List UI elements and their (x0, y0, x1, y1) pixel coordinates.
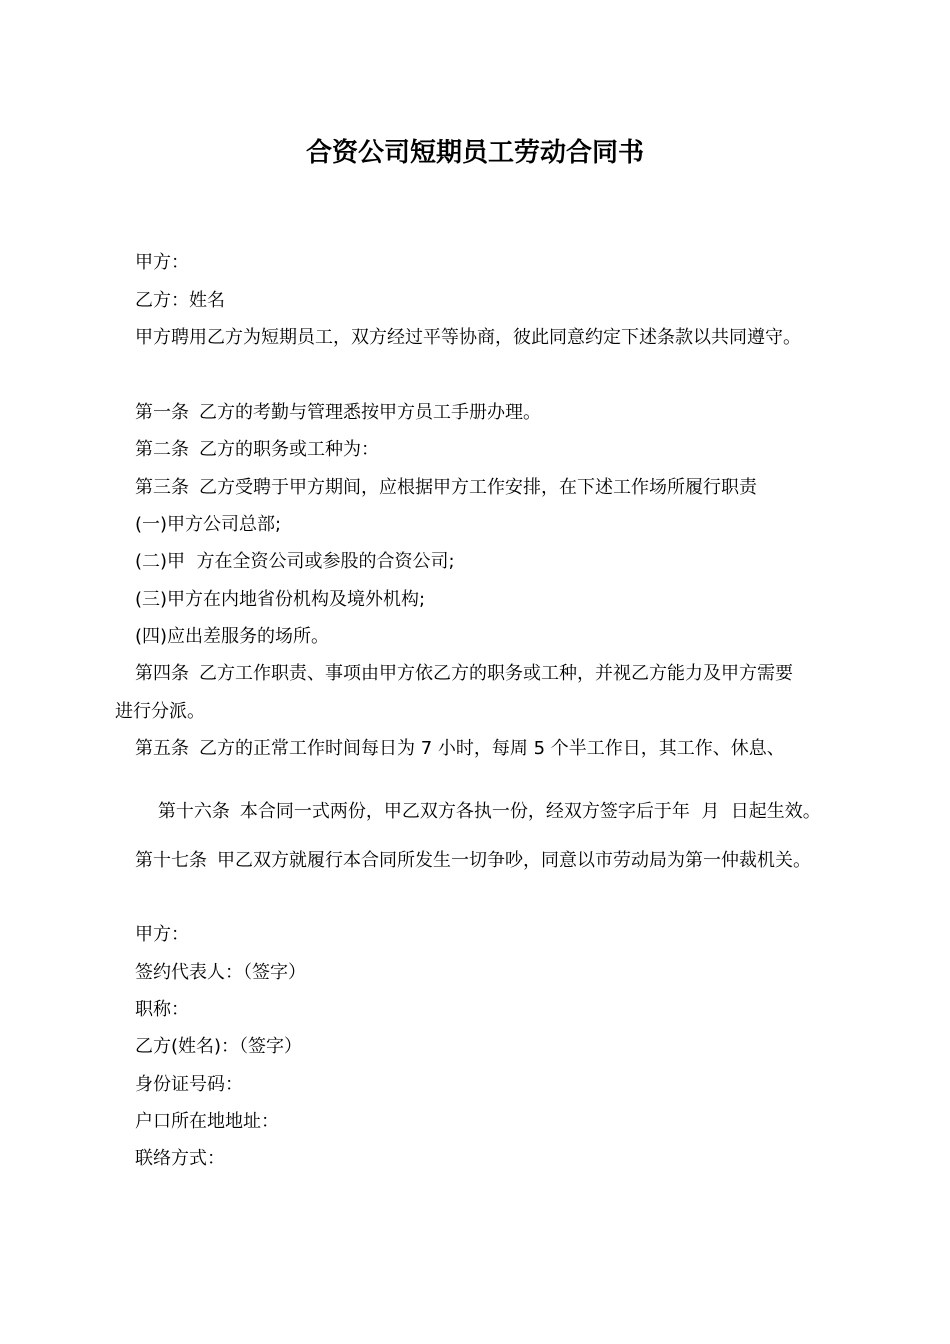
signature-party-a: 甲方： (135, 924, 189, 945)
article-4-continuation: 进行分派。 (115, 701, 205, 722)
article-number: 第三条 (135, 477, 189, 498)
article-2 (135, 437, 379, 463)
article-4 (135, 661, 793, 687)
article-3-item-2: (二)甲 方在全资公司或参股的合资公司; (135, 551, 455, 572)
signature-position: 职称： (135, 999, 189, 1020)
article-text: 乙方的正常工作时间每日为 7 小时，每周 5 个半工作日，其工作、休息、 (199, 738, 785, 759)
signature-representative: 签约代表人：（签字） (135, 962, 306, 983)
signature-party-b: 乙方(姓名)：（签字） (135, 1036, 303, 1057)
intro-paragraph: 甲方聘用乙方为短期员工，双方经过平等协商，彼此同意约定下述条款以共同遵守。 (135, 327, 801, 348)
article-number: 第十七条 (135, 850, 207, 871)
party-a-label: 甲方： (135, 252, 189, 273)
article-text: 甲乙双方就履行本合同所发生一切争吵，同意以市劳动局为第一仲裁机关。 (217, 850, 811, 871)
article-16 (135, 773, 821, 851)
article-text: 乙方受聘于甲方期间，应根据甲方工作安排，在下述工作场所履行职责 (199, 477, 757, 498)
article-text: 乙方的考勤与管理悉按甲方员工手册办理。 (199, 402, 541, 423)
signature-address: 户口所在地地址： (135, 1111, 279, 1132)
article-1 (135, 400, 541, 426)
signature-contact: 联络方式： (135, 1148, 225, 1169)
party-b-label: 乙方：姓名 (135, 290, 225, 311)
article-3 (135, 475, 757, 501)
article-3-item-1: (一)甲方公司总部; (135, 514, 282, 535)
article-3-item-4: (四)应出差服务的场所。 (135, 626, 330, 647)
article-number: 第四条 (135, 663, 189, 684)
article-number: 第一条 (135, 402, 189, 423)
article-number: 第十六条 (157, 801, 230, 822)
article-17 (135, 848, 811, 874)
article-text: 乙方的职务或工种为： (199, 439, 379, 460)
article-3-item-3: (三)甲方在内地省份机构及境外机构; (135, 589, 426, 610)
article-number: 第五条 (135, 738, 189, 759)
signature-id-number: 身份证号码： (135, 1074, 243, 1095)
article-text: 乙方工作职责、事项由甲方依乙方的职务或工种，并视乙方能力及甲方需要 (199, 663, 793, 684)
article-5 (135, 736, 785, 762)
article-number: 第二条 (135, 439, 189, 460)
article-text: 本合同一式两份，甲乙双方各执一份，经双方签字后于年 月 日起生效。 (239, 801, 821, 822)
document-title: 合资公司短期员工劳动合同书 (305, 138, 644, 168)
